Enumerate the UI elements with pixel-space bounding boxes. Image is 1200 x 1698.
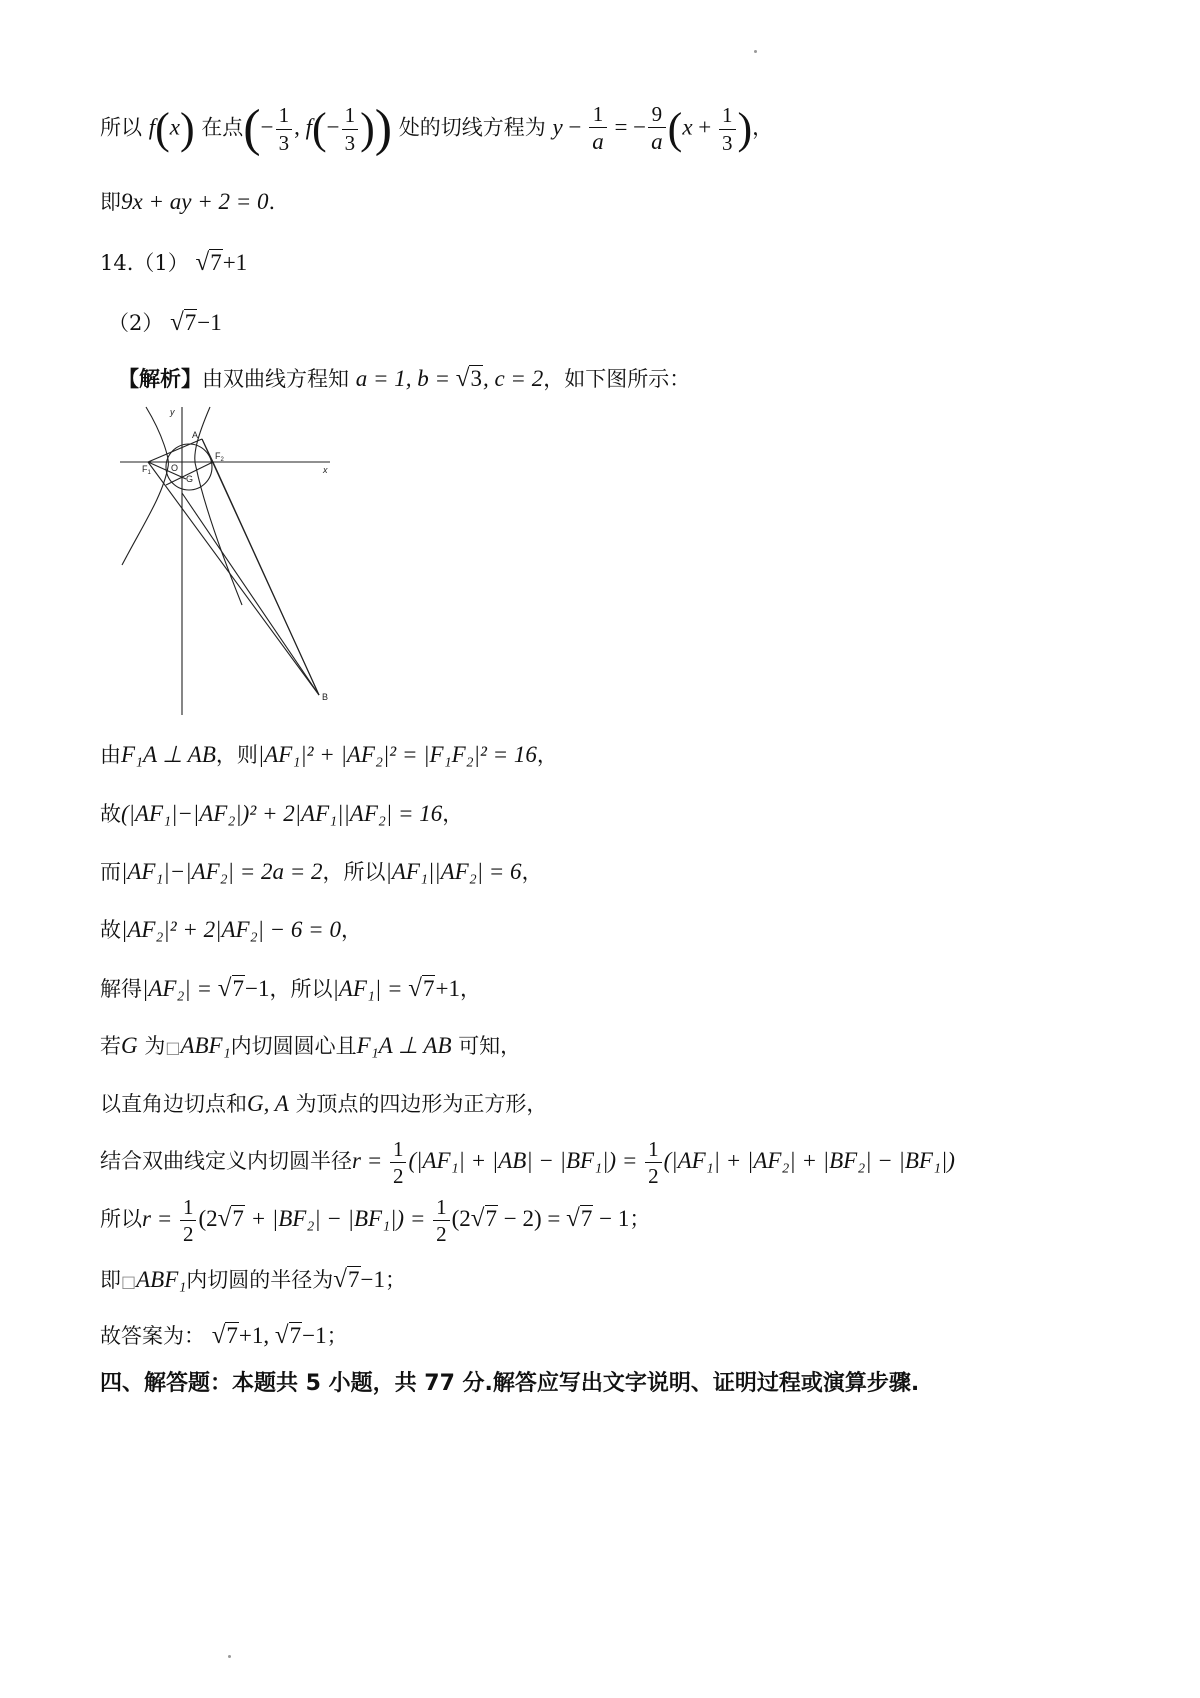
step-radius-value: 所以r = $\frac{1}{2}$ (2√7 + |BF₂| − |BF₁|) = $\frac{1}{2}$ (2√7 − 2) = √7 − 1； (100, 1195, 651, 1247)
q14-answer-1: 14.（1） √7+1 (100, 249, 248, 276)
section-heading-4: 四、解答题：本题共 5 小题，共 77 分.解答应写出文字说明、证明过程或演算步骤. (100, 1371, 920, 1396)
question-part: （2） (108, 311, 164, 335)
equation: |AF₁|² + |AF₂|² = |F₁F₂|² = 16 (257, 742, 537, 767)
y-axis-label: y (170, 407, 175, 417)
hyperbola-left-branch (122, 407, 168, 565)
question-number: 14.（1） (100, 251, 189, 275)
text-segment: 处的切线方程为 (398, 115, 546, 140)
equation: (|AF₁|−|AF₂|)² + 2|AF₁||AF₂| = 16 (121, 801, 443, 826)
step-radius-formula: 结合双曲线定义内切圆半径r = $\frac{1}{2}$ (|AF₁| + |AB| − |BF₁|) = $\frac{1}{2}$ (|AF₁| + |AF₂| + |BF₂| − |BF₁|) (100, 1137, 955, 1189)
equation: |AF₁|−|AF₂| = 2a = 2 (121, 859, 323, 884)
step-radius-conclusion: 即□ABF₁内切圆的半径为√7−1； (100, 1266, 406, 1293)
step-incircle-center: 若G 为□ABF₁内切圆圆心且F₁A ⊥ AB 可知， (100, 1033, 522, 1058)
final-answer: 故答案为： √7+1, √7−1； (100, 1322, 348, 1349)
x-axis-label: x (323, 465, 328, 475)
fraction: $\frac{1}{3}$ (342, 104, 359, 153)
step-square: 以直角边切点和G, A 为顶点的四边形为正方形， (100, 1091, 548, 1116)
focus-f1-label: $F_1$ (142, 464, 151, 476)
text-segment: 在点 (201, 115, 244, 140)
hyperbola-right-branch (195, 407, 242, 605)
scan-speck (754, 50, 757, 53)
equation: 9x + ay + 2 = 0 (121, 189, 269, 214)
point-a-label: A (192, 430, 199, 440)
scan-speck (228, 1655, 231, 1658)
math-symbol: f (148, 114, 156, 140)
fraction: $\frac{1}{a}$ (589, 103, 607, 154)
fraction: $\frac{1}{3}$ (276, 104, 293, 153)
equation: |AF₂|² + 2|AF₂| − 6 = 0 (121, 917, 341, 942)
analysis-intro: 【解析】由双曲线方程知 a = 1, b = √3, c = 2，如下图所示： (118, 365, 691, 392)
tangent-line-sentence: 所以 f(x) 在点(− $\frac{1}{3}$ , f(− $\frac{1}{3}$ )) 处的切线方程为 y − $\frac{1}{a}$ = − $\frac{9}{a}$ (x + $\frac{1}{3}$ )， (100, 100, 774, 157)
fraction: $\frac{9}{a}$ (648, 103, 666, 154)
step-square-identity: 故(|AF₁|−|AF₂|)² + 2|AF₁||AF₂| = 16， (100, 801, 464, 826)
step-perpendicular: 由F₁A ⊥ AB，则|AF₁|² + |AF₂|² = |F₁F₂|² = 16， (100, 742, 558, 767)
math-symbol: x (169, 114, 180, 140)
q14-answer-2: （2） √7−1 (108, 309, 222, 336)
math-symbol: f (305, 114, 312, 140)
point-b-label: B (322, 692, 329, 702)
point-g-label: G (186, 474, 194, 484)
text-segment: 所以 (100, 115, 142, 140)
math-symbol: y (552, 114, 563, 140)
hyperbola-figure (118, 405, 348, 725)
sqrt-expression: √7 (195, 249, 222, 276)
fraction: $\frac{1}{3}$ (719, 104, 736, 153)
tangent-line-result: 即9x + ay + 2 = 0. (100, 189, 276, 214)
sqrt-expression: √7 (170, 309, 197, 336)
step-quadratic: 故|AF₂|² + 2|AF₂| − 6 = 0， (100, 917, 362, 942)
step-hyperbola-definition: 而|AF₁|−|AF₂| = 2a = 2，所以|AF₁||AF₂| = 6， (100, 859, 543, 884)
equation: F₁A ⊥ AB (121, 742, 216, 767)
focus-f2-label: $F_2$ (215, 451, 224, 463)
equation: |AF₁||AF₂| = 6 (385, 859, 522, 884)
origin-label: O (171, 463, 179, 473)
step-solve: 解得|AF₂| = √7−1，所以|AF₁| = √7+1， (100, 975, 481, 1002)
analysis-tag: 【解析】 (118, 366, 202, 391)
